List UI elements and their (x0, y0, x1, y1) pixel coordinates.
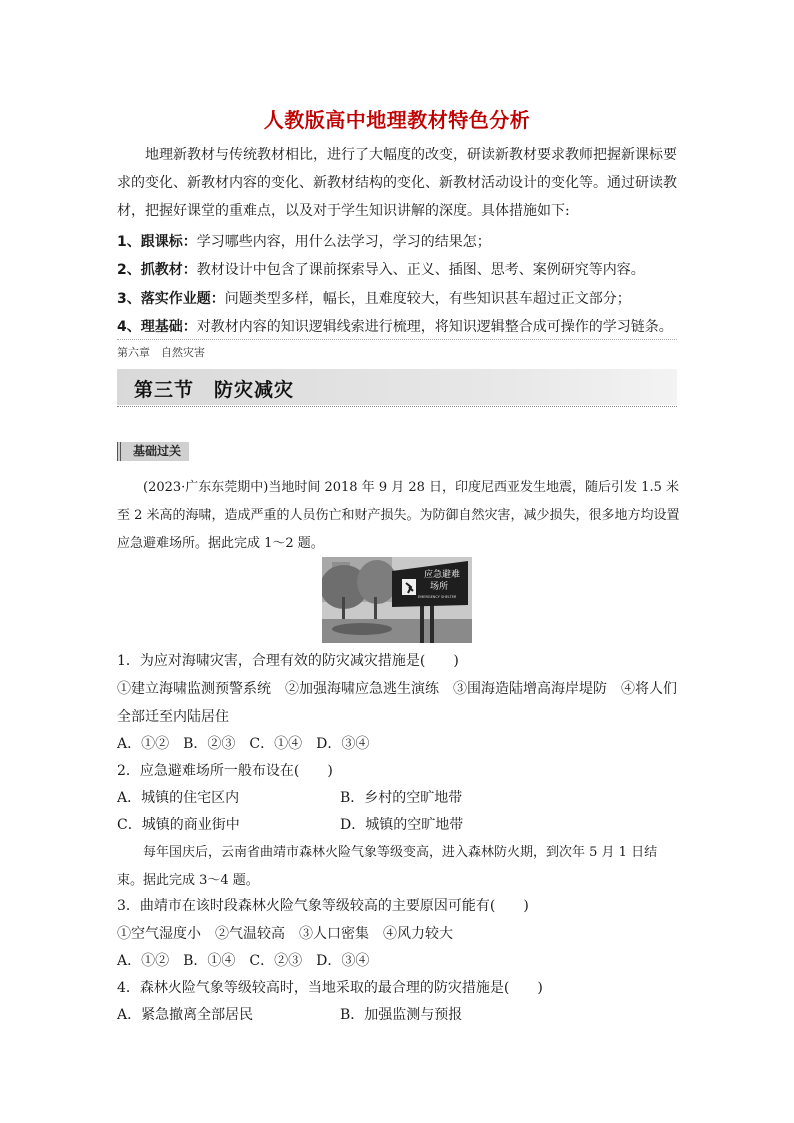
question-4-option-a: A．紧急撤离全部居民 (117, 1007, 254, 1023)
question-2-option-a: A．城镇的住宅区内 (117, 790, 240, 806)
question-1-stem: 1．为应对海啸灾害，合理有效的防灾减灾措施是( ) (117, 653, 459, 669)
measure-text: 教材设计中包含了课前探索导入、正义、插图、思考、案例研究等内容。 (196, 262, 645, 278)
measure-item-2 (117, 256, 697, 284)
shelter-photo (322, 557, 472, 643)
question-3-stem: 3．曲靖市在该时段森林火险气象等级较高的主要原因可能有( ) (117, 898, 529, 914)
chapter-label: 第六章 自然灾害 (117, 346, 205, 359)
basic-practice-badge: 基础过关 (117, 442, 189, 461)
measure-label: 2、抓教材： (117, 262, 197, 278)
measure-text: 问题类型多样，幅长，且难度较大，有些知识甚车超过正文部分； (224, 291, 631, 307)
measure-label: 4、理基础： (117, 319, 197, 335)
sign-text-2: 场所 (430, 582, 449, 592)
chapter-top-rule (117, 339, 677, 340)
question-1-items-cont: 全部迁至内陆居住 (117, 709, 229, 725)
question-1-options: A．①② B．②③ C．①④ D．③④ (117, 736, 370, 752)
question-2-option-b: B．乡村的空旷地带 (340, 790, 463, 806)
shelter-photo-illustration (322, 557, 472, 643)
sign-text-1: 应急避难 (424, 570, 461, 580)
sign-text-3: EMERGENCY SHELTER (418, 595, 457, 599)
passage-1: (2023·广东东莞期中)当地时间 2018 年 9 月 28 日，印度尼西亚发生地震，随后引发 1.5 米至 2 米高的海啸，造成严重的人员伤亡和财产损失。为防御自然灾害，减少损失，很多地方均设置应急避难场所。据此完成 1～2 题。 (117, 480, 680, 551)
section-title: 第三节 防灾减灾 (134, 379, 295, 401)
passage-2: 每年国庆后，云南省曲靖市森林火险气象等级变高，进入森林防火期，到次年 5 月 1 日结束。据此完成 3～4 题。 (117, 845, 658, 888)
question-2-stem: 2．应急避难场所一般布设在( ) (117, 763, 333, 779)
document-title: 人教版高中地理教材特色分析 (263, 108, 531, 132)
measure-item-1 (117, 228, 697, 256)
section-rule (117, 406, 677, 407)
question-2-option-d: D．城镇的空旷地带 (340, 817, 464, 833)
measure-item-3 (117, 285, 697, 313)
intro-paragraph: 地理新教材与传统教材相比，进行了大幅度的改变，研读新教材要求教师把握新课标要求的变化、新教材内容的变化、新教材结构的变化、新教材活动设计的变化等。通过研读教材，把握好课堂的重难点，以及对于学生知识讲解的深度。具体措施如下: (117, 147, 677, 219)
question-1-items: ①建立海啸监测预警系统 ②加强海啸应急逃生演练 ③围海造陆增高海岸堤防 ④将人们 (117, 681, 677, 697)
measure-label: 3、落实作业题： (117, 291, 225, 307)
measure-label: 1、跟课标： (117, 234, 197, 250)
measure-text: 学习哪些内容，用什么法学习，学习的结果怎； (196, 234, 491, 250)
measure-text: 对教材内容的知识逻辑线索进行梳理，将知识逻辑整合成可操作的学习链条。 (196, 319, 673, 335)
question-3-items: ①空气湿度小 ②气温较高 ③人口密集 ④风力较大 (117, 926, 453, 942)
measure-item-4 (117, 313, 697, 341)
question-3-options: A．①② B．①④ C．②③ D．③④ (117, 953, 370, 969)
question-2-option-c: C．城镇的商业街中 (117, 817, 240, 833)
question-4-stem: 4．森林火险气象等级较高时，当地采取的最合理的防灾措施是( ) (117, 980, 543, 996)
question-4-option-b: B．加强监测与预报 (340, 1007, 463, 1023)
